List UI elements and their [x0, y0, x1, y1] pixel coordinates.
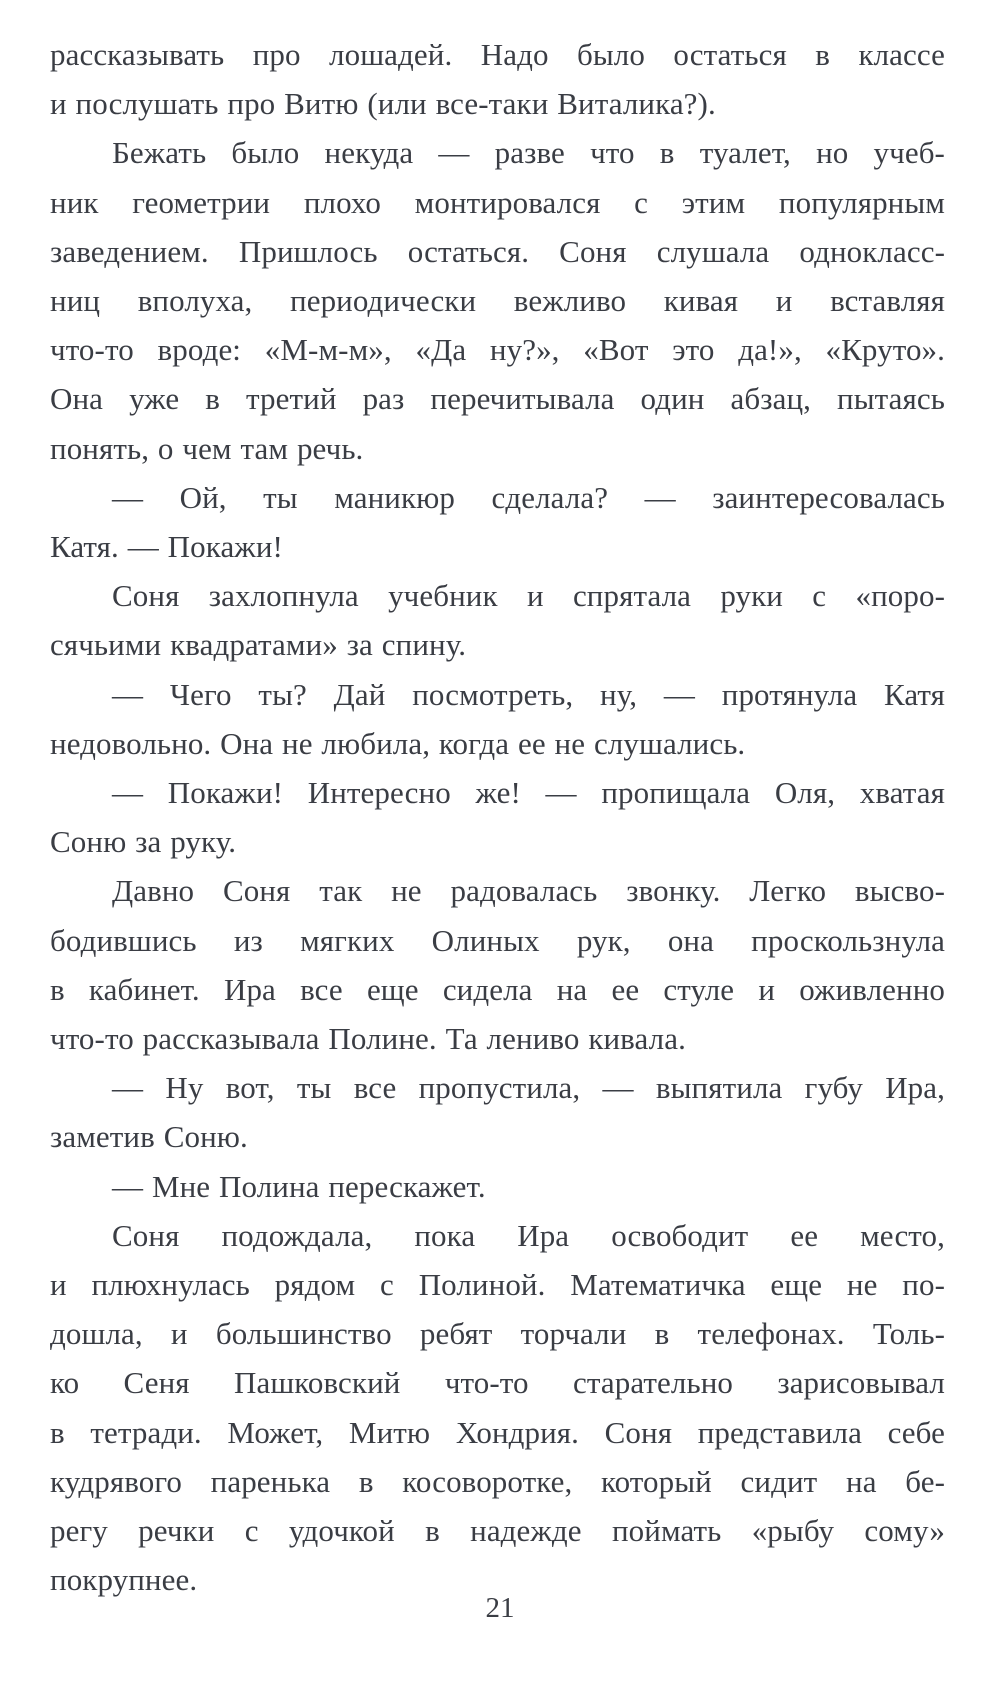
paragraph [50, 1063, 945, 1161]
text-line: — Ой, ты маникюр сделала? — заинтересовалась [112, 479, 945, 515]
text-line: — Мне Полина перескажет. [112, 1168, 486, 1204]
text-line: недовольно. Она не любила, когда ее не слушались. [50, 725, 746, 761]
text-line: что-то вроде: «М-м-м», «Да ну?», «Вот это да!», «Круто». [50, 332, 945, 368]
text-line: понять, о чем там речь. [50, 430, 364, 466]
paragraph [50, 866, 945, 1063]
text-line: Давно Соня так не радовалась звонку. Легко высво- [112, 873, 945, 909]
text-line: сячьими квадратами» за спину. [50, 627, 467, 663]
text-line: Соня подождала, пока Ира освободит ее место, [112, 1217, 945, 1253]
text-line: ко Сеня Пашковский что-то старательно зарисовывал [50, 1365, 945, 1401]
text-line: заметив Соню. [50, 1119, 248, 1155]
text-line: Бежать было некуда — разве что в туалет, но учеб- [112, 135, 945, 171]
text-line: ниц вполуха, периодически вежливо кивая и вставляя [50, 283, 945, 319]
text-line: — Чего ты? Дай посмотреть, ну, — протянула Катя [112, 676, 945, 712]
page-text-body [50, 30, 945, 1605]
paragraph [50, 1211, 945, 1605]
paragraph [50, 128, 945, 472]
paragraph [50, 30, 945, 128]
text-line: дошла, и большинство ребят торчали в телефонах. Толь- [50, 1316, 945, 1352]
text-line: Соню за руку. [50, 824, 237, 860]
text-line: кудрявого паренька в косоворотке, который сидит на бе- [50, 1463, 945, 1499]
paragraph [50, 571, 945, 669]
text-line: регу речки с удочкой в надежде поймать «рыбу сому» [50, 1513, 945, 1549]
text-line: бодившись из мягких Олиных рук, она проскользнула [50, 922, 945, 958]
text-line: ник геометрии плохо монтировался с этим популярным [50, 184, 945, 220]
text-line: рассказывать про лошадей. Надо было остаться в классе [50, 37, 945, 72]
text-line: — Покажи! Интересно же! — пропищала Оля, хватая [112, 775, 945, 811]
text-line: и плюхнулась рядом с Полиной. Математичка еще не по- [50, 1267, 945, 1303]
paragraph [50, 768, 945, 866]
text-line: в тетради. Может, Митю Хондрия. Соня представила себе [50, 1414, 945, 1450]
text-line: покрупнее. [50, 1562, 198, 1598]
paragraph [50, 670, 945, 768]
page-number: 21 [485, 1592, 515, 1624]
text-line: Она уже в третий раз перечитывала один абзац, пытаясь [50, 381, 945, 417]
text-line: в кабинет. Ира все еще сидела на ее стуле и оживленно [50, 971, 945, 1007]
text-line: заведением. Пришлось остаться. Соня слушала однокласс- [50, 233, 945, 269]
text-line: Соня захлопнула учебник и спрятала руки с «поро- [112, 578, 945, 614]
text-line: — Ну вот, ты все пропустила, — выпятила губу Ира, [112, 1070, 945, 1106]
text-line: что-то рассказывала Полине. Та лениво кивала. [50, 1021, 686, 1057]
paragraph [50, 1162, 945, 1211]
paragraph [50, 473, 945, 571]
text-line: Катя. — Покажи! [50, 529, 283, 565]
text-line: и послушать про Витю (или все-таки Виталика?). [50, 86, 716, 122]
